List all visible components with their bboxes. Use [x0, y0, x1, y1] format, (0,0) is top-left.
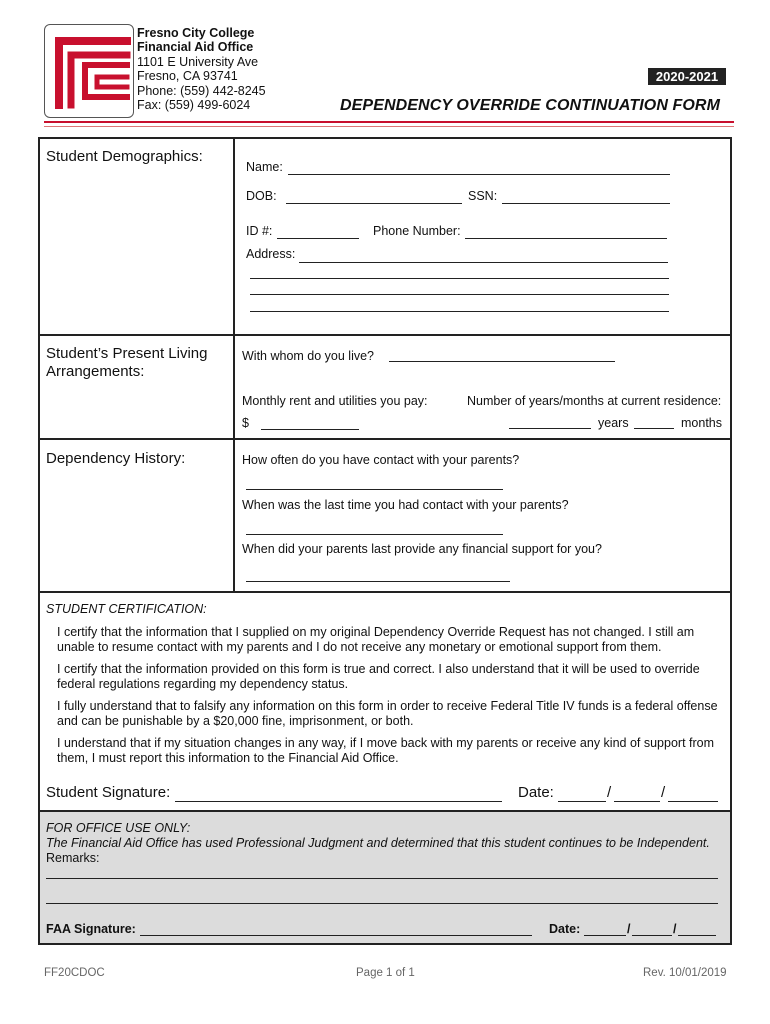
years-label: years: [598, 416, 629, 430]
ssn-label: SSN:: [468, 189, 498, 203]
history-q1: How often do you have contact with your parents?: [242, 453, 520, 467]
faa-date-year-field[interactable]: [678, 935, 716, 936]
certification-p3: I fully understand that to falsify any information on this form in order to receive Federal Title IV funds is a federal offense and can be punishable by a $20,000 fine, imprisonment, or both.: [57, 699, 718, 728]
address-field-3[interactable]: [250, 294, 669, 295]
college-name: Fresno City College: [137, 26, 255, 40]
phone-line: Phone: (559) 442-8245: [137, 83, 266, 98]
remarks-label: Remarks:: [46, 851, 100, 865]
divider-living: [38, 438, 732, 440]
months-field[interactable]: [634, 428, 674, 429]
history-a3-field[interactable]: [246, 581, 510, 582]
address-field-1[interactable]: [299, 262, 668, 263]
name-label: Name:: [246, 160, 283, 174]
name-field[interactable]: [288, 174, 670, 175]
dob-label: DOB:: [246, 189, 277, 203]
certification-heading: STUDENT CERTIFICATION:: [46, 602, 207, 616]
history-a1-field[interactable]: [246, 489, 503, 490]
remarks-field-1[interactable]: [46, 878, 718, 879]
certification-p2: I certify that the information provided on this form is true and correct. I also understand that it will be used to override federal regulations regarding my dependency status.: [57, 662, 700, 691]
id-label: ID #:: [246, 224, 273, 238]
date-slash: /: [607, 784, 612, 801]
student-signature-label: Student Signature:: [46, 784, 171, 801]
page-number: Page 1 of 1: [356, 967, 415, 979]
date-slash: /: [661, 784, 666, 801]
faa-signature-field[interactable]: [140, 935, 532, 936]
id-field[interactable]: [277, 238, 359, 239]
faa-signature-label: FAA Signature:: [46, 922, 136, 936]
whom-field[interactable]: [389, 361, 615, 362]
history-label: Dependency History:: [46, 450, 186, 467]
divider-history: [38, 591, 732, 593]
office-name: Financial Aid Office: [137, 40, 254, 55]
fax-line: Fax: (559) 499-6024: [137, 98, 251, 113]
college-contact-block: [137, 26, 266, 112]
demographics-label: Student Demographics:: [46, 148, 203, 165]
ssn-field[interactable]: [502, 203, 670, 204]
whom-label: With whom do you live?: [242, 349, 375, 363]
address-label: Address:: [246, 247, 296, 261]
history-q2: When was the last time you had contact with your parents?: [242, 498, 569, 512]
office-statement: The Financial Aid Office has used Professional Judgment and determined that this student continues to be Independent.: [46, 836, 710, 850]
year-badge: 2020-2021: [648, 68, 726, 85]
remarks-field-2[interactable]: [46, 903, 718, 904]
address-field-4[interactable]: [250, 311, 669, 312]
header-rule-thin: [44, 126, 734, 127]
address-line2: Fresno, CA 93741: [137, 69, 238, 84]
student-signature-field[interactable]: [175, 801, 502, 802]
student-date-day-field[interactable]: [614, 801, 660, 802]
form-code: FF20CDOC: [44, 967, 105, 979]
address-line1: 1101 E University Ave: [137, 54, 259, 69]
date-slash: /: [627, 922, 631, 936]
column-divider: [233, 137, 235, 592]
rent-label: Monthly rent and utilities you pay:: [242, 394, 428, 408]
dob-field[interactable]: [286, 203, 462, 204]
date-slash: /: [673, 922, 677, 936]
years-at-label: Number of years/months at current residence:: [467, 394, 722, 408]
faa-date-label: Date:: [549, 922, 581, 936]
years-field[interactable]: [509, 428, 591, 429]
divider-demographics: [38, 334, 732, 336]
months-label: months: [681, 416, 722, 430]
faa-date-month-field[interactable]: [584, 935, 626, 936]
fcc-logo-icon: [44, 24, 134, 118]
student-date-year-field[interactable]: [668, 801, 718, 802]
living-label: Student’s Present Living Arrangements:: [46, 345, 208, 380]
phone-number-field[interactable]: [465, 238, 667, 239]
student-date-label: Date:: [518, 784, 554, 801]
rent-field[interactable]: [261, 429, 359, 430]
history-a2-field[interactable]: [246, 534, 503, 535]
revision-date: Rev. 10/01/2019: [643, 967, 727, 979]
dollar-sign: $: [242, 416, 249, 430]
certification-p4: I understand that if my situation changes in any way, if I move back with my parents or receive any kind of support from them, I must report this information to the Financial Aid Office.: [57, 736, 715, 765]
faa-date-day-field[interactable]: [632, 935, 672, 936]
office-heading: FOR OFFICE USE ONLY:: [46, 821, 191, 835]
header-rule-red: [44, 121, 734, 123]
phone-number-label: Phone Number:: [373, 224, 461, 238]
address-field-2[interactable]: [250, 278, 669, 279]
student-date-month-field[interactable]: [558, 801, 606, 802]
form-title: DEPENDENCY OVERRIDE CONTINUATION FORM: [340, 97, 721, 114]
certification-p1: I certify that the information that I supplied on my original Dependency Override Request has not changed. I still am unable to resume contact with my parents and I do not receive any monetary or emotional support from them.: [57, 625, 695, 654]
history-q3: When did your parents last provide any financial support for you?: [242, 542, 602, 556]
